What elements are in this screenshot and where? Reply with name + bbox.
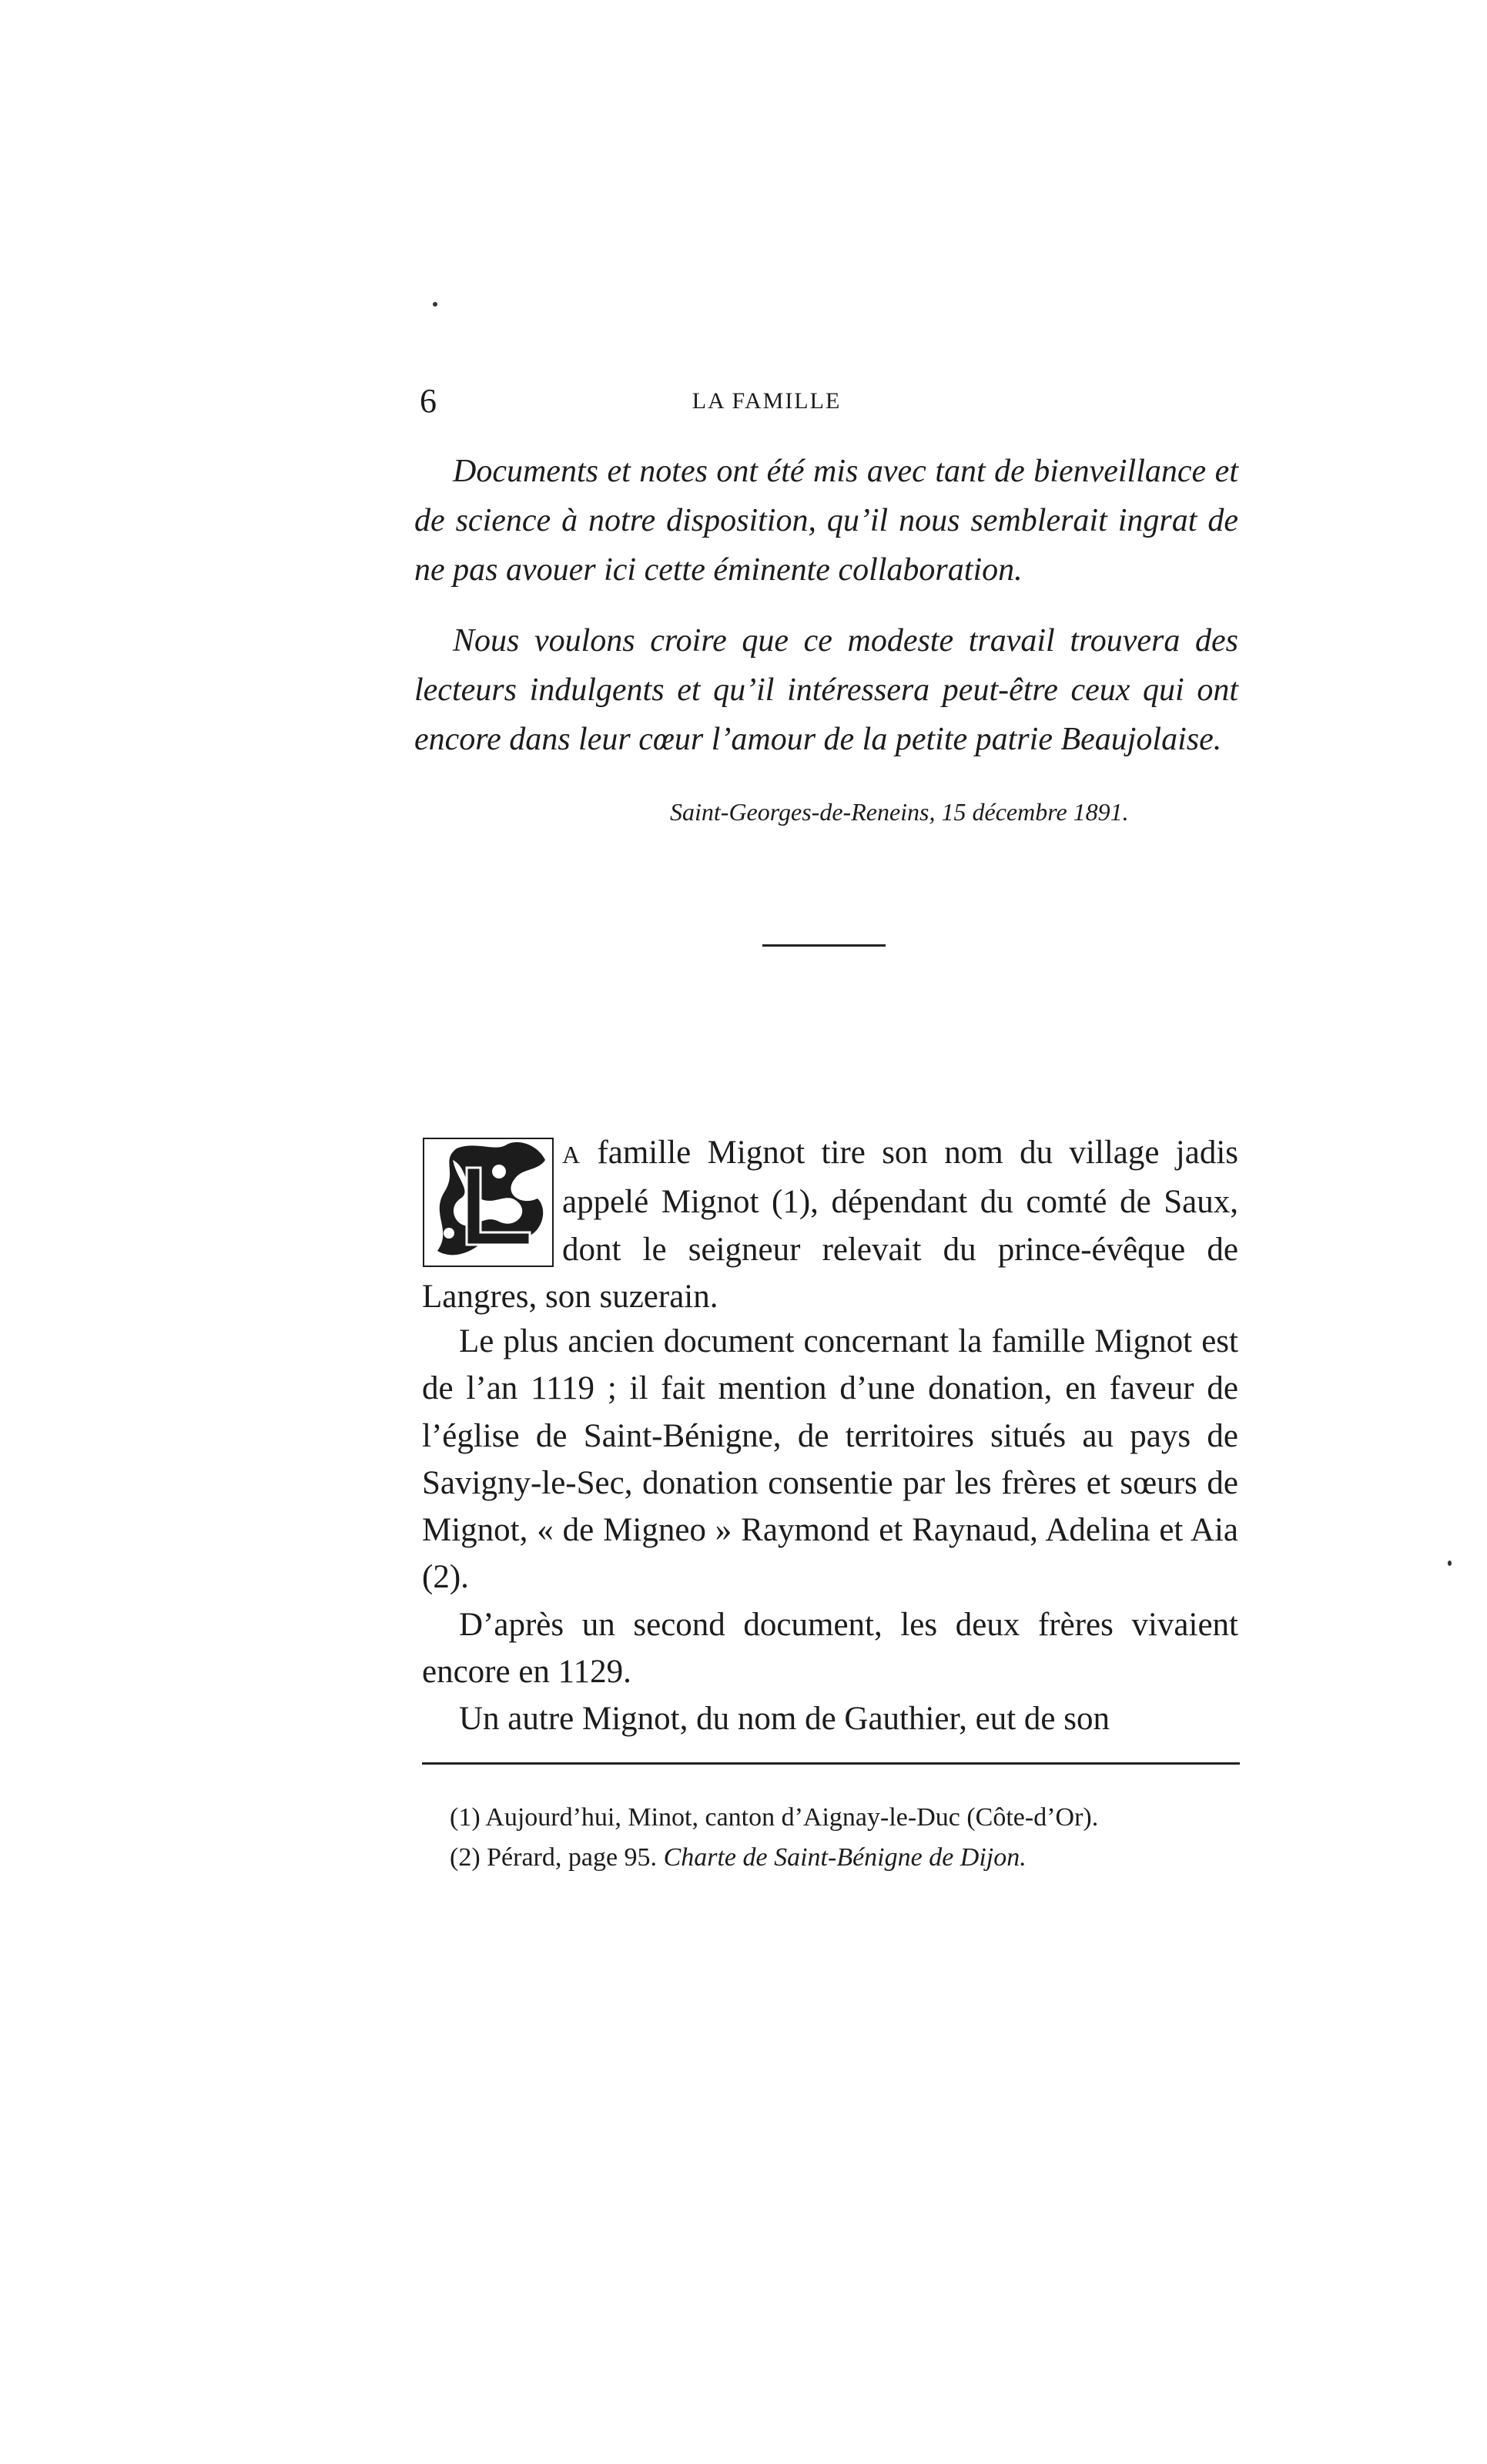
footnote-rule (422, 1762, 1240, 1765)
text-line: appelé Mignot (1), dépendant du comté de Saux, (562, 1184, 1238, 1221)
chapter-opening-paragraph (422, 1129, 1238, 1320)
body-paragraph: D’après un second document, les deux frères vivaient encore en 1129. (422, 1606, 1238, 1691)
footnote-1: (1) Aujourd’hui, Minot, canton d’Aignay-le-Duc (Côte-d’Or). (450, 1803, 1099, 1832)
page-number: 6 (420, 382, 437, 420)
preface-text: Documents et notes ont été mis avec tant de bienveillance et de science à notre disposition, qu’il nous semblerait ingrat de ne pas avouer ici cette éminente collaboration. (414, 454, 1238, 588)
smallcap-letter: A (562, 1141, 581, 1168)
preface-paragraph (414, 447, 1238, 595)
footnote-2 (450, 1838, 1243, 1878)
body-paragraph: Un autre Mignot, du nom de Gauthier, eut de son (459, 1701, 1110, 1738)
line-text: famille Mignot tire son nom du village jadis (581, 1135, 1238, 1171)
text-line: Langres, son suzerain. (422, 1278, 718, 1315)
preface-text: Nous voulons croire que ce modeste travail trouvera des lecteurs indulgents et qu’il intéressera peut-être ceux qui ont encore dans leur cœur l’amour de la petite patrie Beaujolaise. (414, 623, 1238, 757)
text-line (422, 1129, 1238, 1178)
body-paragraph: Le plus ancien document concernant la famille Mignot est de l’an 1119 ; il fait mention d’une donation, en faveur de l’église de Saint-Bénigne, de territoires situés au pays de Savigny-le-Sec, donation consentie par les frères et sœurs de Mignot, « de Migneo » Raymond et Raynaud, Adelina et Aia (2). (422, 1323, 1238, 1596)
section-separator (762, 944, 886, 947)
running-title: LA FAMILLE (692, 388, 842, 414)
chapter-body (422, 1318, 1238, 1743)
text-line: dont le seigneur relevait du prince-évêque de (562, 1231, 1238, 1268)
footnote-2-title: Charte de Saint-Bénigne de Dijon. (663, 1843, 1026, 1872)
preface-signature: Saint-Georges-de-Reneins, 15 décembre 1891. (670, 798, 1129, 826)
ink-speck (1448, 1561, 1452, 1566)
footnote-2-text: (2) Pérard, page 95. (450, 1843, 664, 1872)
ink-speck (433, 302, 437, 307)
preface-paragraph (414, 616, 1238, 764)
footnotes (450, 1798, 1243, 1878)
